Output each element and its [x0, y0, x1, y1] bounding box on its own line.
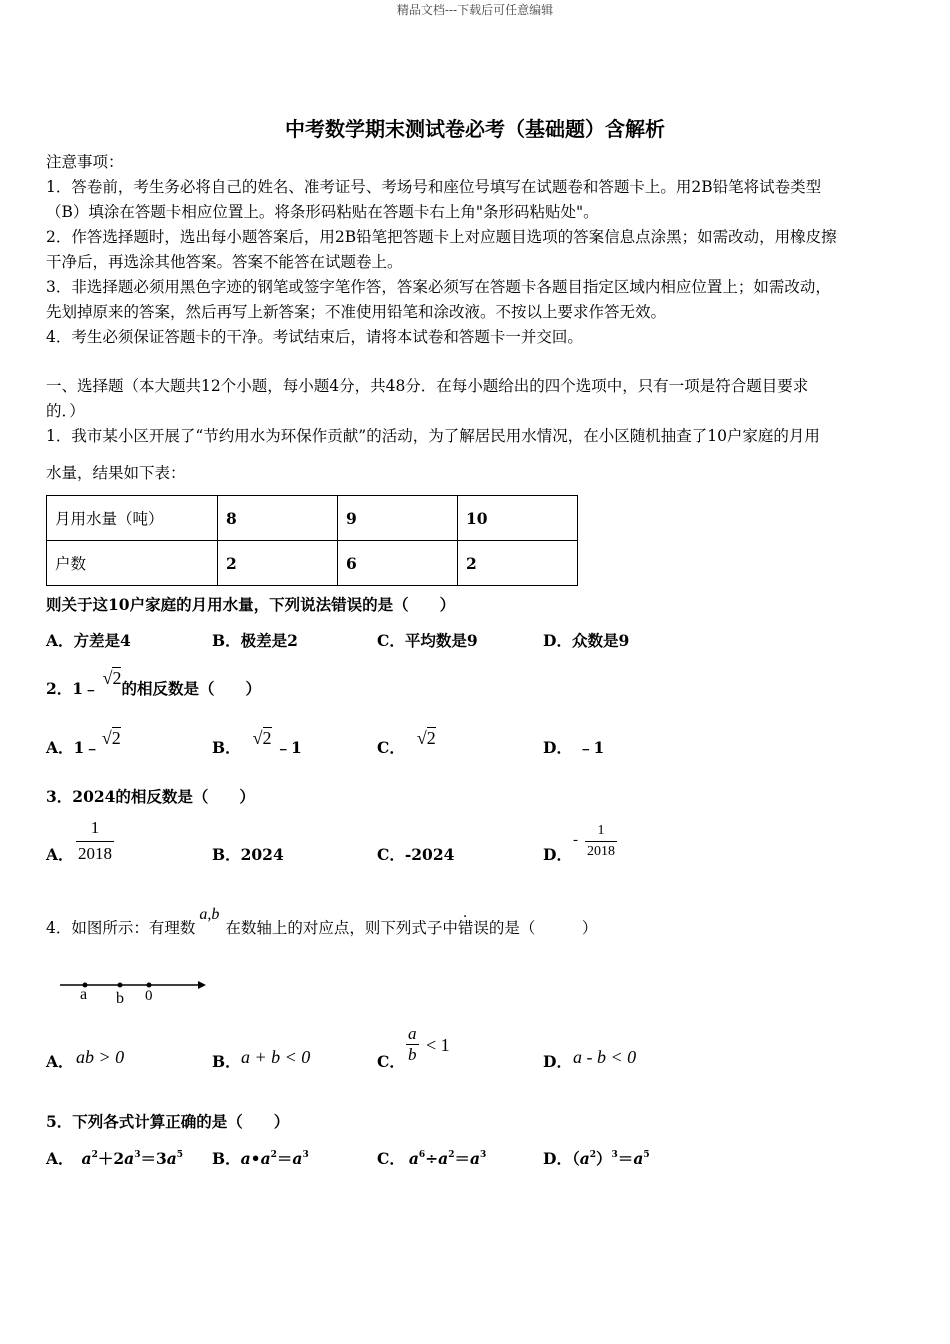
axis-label-b: b [116, 990, 124, 1007]
axis-label-zero: 0 [145, 988, 153, 1004]
page-title: 中考数学期末测试卷必考（基础题）含解析 [285, 117, 665, 141]
table-cell: 2 [458, 541, 578, 586]
point-zero [147, 983, 152, 988]
q4-option-b-expr: a + b < 0 [241, 1047, 311, 1067]
q3-option-d-label: D． [543, 845, 572, 864]
sqrt-expression: √2 [101, 728, 121, 748]
q3-option-c: C．-2024 [377, 845, 455, 864]
q4-option-c-label: C． [377, 1052, 405, 1071]
q5-option-c: C． $a^6\div a^2=a^3$ [377, 1149, 487, 1168]
q1-option-a: A．方差是4 [46, 631, 131, 650]
q4-option-d-expr: a - b < 0 [573, 1047, 637, 1067]
table-cell: 10 [458, 496, 578, 541]
table-row [47, 496, 578, 541]
emphasis-dotted: 错误 [457, 919, 489, 937]
q4-option-c-rest: < 1 [426, 1035, 450, 1055]
q3-option-a-fraction: $\frac{1}{2018}$ [78, 818, 112, 863]
q2-stem [46, 668, 261, 701]
point-b [118, 983, 123, 988]
q5-option-d: D．$(a^2)^3=a^5$ [543, 1149, 650, 1168]
q4-option-c-fraction: $\frac{a}{b}$ [408, 1024, 417, 1064]
q3-option-d-fraction: $\frac{1}{2018}$ [587, 823, 615, 859]
q2-option-d: D． ﹣1 [543, 738, 605, 757]
table-cell: 月用水量（吨） [47, 496, 218, 541]
q5-stem: 5．下列各式计算正确的是（ ） [46, 1112, 290, 1131]
q4-stem: 4．如图所示：有理数a,b在数轴上的对应点，则下列式子中错误的是（ ） [46, 906, 598, 937]
sqrt-expression: √2 [252, 728, 272, 748]
arrow-head [198, 981, 206, 989]
q2-prefix: 2．1﹣ [46, 679, 99, 698]
notice-line: 2．作答选择题时，选出每小题答案后，用2B铅笔把答题卡上对应题目选项的答案信息点涂黑；如需改动，用橡皮擦 [46, 228, 837, 246]
q3-option-b: B．2024 [212, 845, 284, 864]
q5-option-a: A． $a^2+2a^3=3a^5$ [46, 1149, 184, 1168]
section-heading: 一、选择题（本大题共12个小题，每小题4分，共48分．在每小题给出的四个选项中，只有一项是符合题目要求 [46, 377, 809, 395]
notice-line: 3．非选择题必须用黑色字迹的钢笔或签字笔作答，答案必须写在答题卡各题目指定区域内相应位置上；如需改动， [46, 278, 831, 296]
q4-option-a-label: A． [46, 1052, 74, 1071]
table-cell: 6 [338, 541, 458, 586]
water-usage-table [46, 495, 578, 586]
q2-option-a: A．1﹣ √2 [46, 728, 121, 757]
q2-option-c: C． √2 [377, 728, 436, 757]
q2-suffix: 的相反数是（ ） [121, 679, 261, 698]
notice-line: 4．考生必须保证答题卡的干净。考试结束后，请将本试卷和答题卡一并交回。 [46, 328, 583, 346]
q1-option-b: B．极差是2 [212, 631, 298, 650]
watermark: 精品文档---下载后可任意编辑 [396, 3, 554, 17]
q1-stem: 1．我市某小区开展了“节约用水为环保作贡献”的活动，为了解居民用水情况，在小区随机抽查了10户家庭的月用 [46, 427, 820, 445]
q2-option-b: B． √2 ﹣1 [212, 728, 302, 757]
q1-option-d: D．众数是9 [543, 631, 630, 650]
q4-option-b-label: B． [212, 1052, 241, 1071]
q4-option-d-label: D． [543, 1052, 572, 1071]
section-heading-cont: 的．） [46, 402, 85, 420]
q1-stem-cont: 水量，结果如下表： [46, 464, 186, 482]
q5-option-b: B．$a•a^2=a^3$ [212, 1149, 309, 1168]
sqrt-expression: √2 [416, 728, 436, 748]
table-cell: 户数 [47, 541, 218, 586]
notice-line: 干净后，再选涂其他答案。答案不能答在试题卷上。 [46, 253, 403, 271]
table-cell: 9 [338, 496, 458, 541]
axis-label-a: a [80, 986, 88, 1003]
notice-line: 1．答卷前，考生务必将自己的姓名、准考证号、考场号和座位号填写在试题卷和答题卡上。用2B铅笔将试卷类型 [46, 178, 822, 196]
notice-line: （B）填涂在答题卡相应位置上。将条形码粘贴在答题卡右上角"条形码粘贴处"。 [46, 203, 599, 221]
sqrt-expression: √2 [102, 668, 122, 688]
table-row [47, 541, 578, 586]
q3-option-a-label: A． [46, 845, 74, 864]
q1-question: 则关于这10户家庭的月用水量，下列说法错误的是（ ） [46, 595, 456, 614]
q3-option-d-minus: - [573, 832, 578, 848]
q1-option-c: C．平均数是9 [377, 631, 478, 650]
table-cell: 2 [218, 541, 338, 586]
notice-line: 先划掉原来的答案，然后再写上新答案；不准使用铅笔和涂改液。不按以上要求作答无效。 [46, 303, 667, 321]
notice-heading: 注意事项： [46, 153, 124, 171]
q3-stem: 3．2024的相反数是（ ） [46, 787, 255, 806]
table-cell: 8 [218, 496, 338, 541]
q4-option-a-expr: ab > 0 [76, 1047, 125, 1067]
